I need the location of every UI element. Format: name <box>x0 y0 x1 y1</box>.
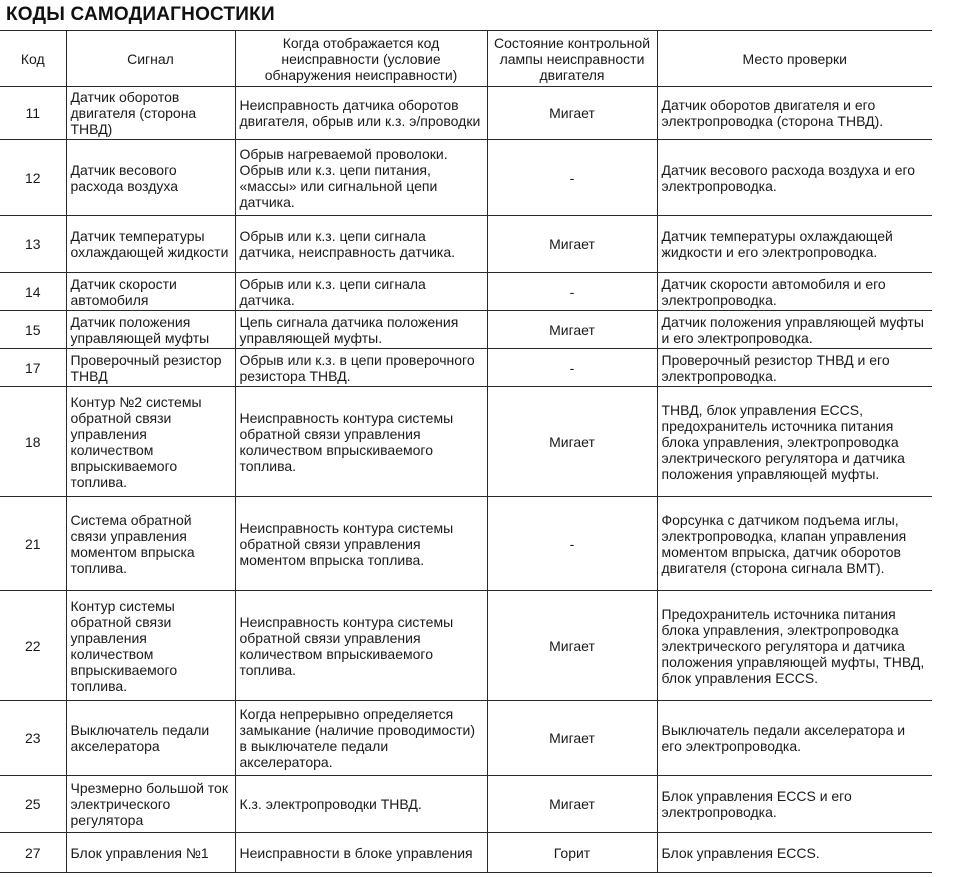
cell-signal: Датчик оборотов двигателя (сторона ТНВД) <box>66 87 235 140</box>
cell-code: 14 <box>0 273 66 311</box>
cell-signal: Выключатель педали акселератора <box>66 701 235 776</box>
cell-lamp: - <box>487 140 657 216</box>
cell-lamp: - <box>487 273 657 311</box>
cell-place: Блок управления ECCS. <box>657 833 932 873</box>
cell-place: Датчик весового расхода воздуха и его электропроводка. <box>657 140 932 216</box>
cell-lamp: Горит <box>487 833 657 873</box>
header-when: Когда отображается код неисправности (условие обнаружения неисправности) <box>235 31 487 87</box>
cell-signal: Система обратной связи управления моментом впрыска топлива. <box>66 497 235 591</box>
cell-code: 25 <box>0 776 66 833</box>
cell-signal: Контур системы обратной связи управления количеством впрыскиваемого топлива. <box>66 591 235 701</box>
cell-signal: Датчик температуры охлаждающей жидкости <box>66 216 235 273</box>
cell-lamp: Мигает <box>487 701 657 776</box>
cell-when: Неисправности в блоке управления <box>235 833 487 873</box>
cell-lamp: Мигает <box>487 311 657 349</box>
cell-place: ТНВД, блок управления ECCS, предохранитель источника питания блока управления, электропроводка электрического регулятора и датчика положения управляющей муфты. <box>657 387 932 497</box>
header-code: Код <box>0 31 66 87</box>
cell-when: Обрыв нагреваемой проволоки. Обрыв или к.з. цепи питания, «массы» или сигнальной цепи датчика. <box>235 140 487 216</box>
diagnostic-codes-table <box>0 30 932 873</box>
cell-code: 21 <box>0 497 66 591</box>
cell-when: Когда непрерывно определяется замыкание (наличие проводимости) в выключателе педали акселератора. <box>235 701 487 776</box>
table-row <box>0 833 932 873</box>
cell-when: Обрыв или к.з. в цепи проверочного резистора ТНВД. <box>235 349 487 387</box>
cell-code: 22 <box>0 591 66 701</box>
table-row <box>0 387 932 497</box>
cell-place: Датчик оборотов двигателя и его электропроводка (сторона ТНВД). <box>657 87 932 140</box>
cell-lamp: Мигает <box>487 216 657 273</box>
table-row <box>0 591 932 701</box>
cell-signal: Проверочный резистор ТНВД <box>66 349 235 387</box>
table-row <box>0 273 932 311</box>
cell-signal: Контур №2 системы обратной связи управления количеством впрыскиваемого топлива. <box>66 387 235 497</box>
cell-lamp: - <box>487 349 657 387</box>
cell-code: 18 <box>0 387 66 497</box>
cell-place: Предохранитель источника питания блока управления, электропроводка электрического регулятора и датчика положения управляющей муфты, ТНВД, блок управления ECCS. <box>657 591 932 701</box>
cell-signal: Датчик положения управляющей муфты <box>66 311 235 349</box>
header-place: Место проверки <box>657 31 932 87</box>
table-row <box>0 140 932 216</box>
cell-code: 27 <box>0 833 66 873</box>
cell-code: 17 <box>0 349 66 387</box>
cell-when: Обрыв или к.з. цепи сигнала датчика. <box>235 273 487 311</box>
cell-lamp: Мигает <box>487 387 657 497</box>
table-row <box>0 701 932 776</box>
cell-lamp: Мигает <box>487 87 657 140</box>
cell-code: 13 <box>0 216 66 273</box>
table-row <box>0 776 932 833</box>
table-row <box>0 87 932 140</box>
cell-place: Форсунка с датчиком подъема иглы, электропроводка, клапан управления моментом впрыска, датчик оборотов двигателя (сторона сигнала ВМТ). <box>657 497 932 591</box>
table-row <box>0 216 932 273</box>
cell-place: Датчик температуры охлаждающей жидкости и его электропроводка. <box>657 216 932 273</box>
cell-place: Датчик положения управляющей муфты и его электропроводка. <box>657 311 932 349</box>
cell-code: 11 <box>0 87 66 140</box>
cell-code: 23 <box>0 701 66 776</box>
table-row <box>0 497 932 591</box>
cell-place: Датчик скорости автомобиля и его электропроводка. <box>657 273 932 311</box>
cell-code: 15 <box>0 311 66 349</box>
cell-when: Цепь сигнала датчика положения управляющей муфты. <box>235 311 487 349</box>
table-row <box>0 311 932 349</box>
cell-lamp: - <box>487 497 657 591</box>
table-header-row <box>0 31 932 87</box>
cell-when: Неисправность контура системы обратной связи управления количеством впрыскиваемого топлива. <box>235 591 487 701</box>
cell-lamp: Мигает <box>487 776 657 833</box>
cell-code: 12 <box>0 140 66 216</box>
cell-signal: Датчик весового расхода воздуха <box>66 140 235 216</box>
cell-signal: Чрезмерно большой ток электрического регулятора <box>66 776 235 833</box>
header-signal: Сигнал <box>66 31 235 87</box>
page-title: КОДЫ САМОДИАГНОСТИКИ <box>6 4 275 25</box>
table-row <box>0 349 932 387</box>
cell-signal: Датчик скорости автомобиля <box>66 273 235 311</box>
cell-when: Неисправность контура системы обратной связи управления моментом впрыска топлива. <box>235 497 487 591</box>
cell-when: К.з. электропроводки ТНВД. <box>235 776 487 833</box>
cell-place: Выключатель педали акселератора и его электропроводка. <box>657 701 932 776</box>
cell-place: Блок управления ECCS и его электропроводка. <box>657 776 932 833</box>
cell-lamp: Мигает <box>487 591 657 701</box>
header-lamp: Состояние контрольной лампы неисправности двигателя <box>487 31 657 87</box>
cell-when: Обрыв или к.з. цепи сигнала датчика, неисправность датчика. <box>235 216 487 273</box>
cell-when: Неисправность датчика оборотов двигателя, обрыв или к.з. э/проводки <box>235 87 487 140</box>
cell-place: Проверочный резистор ТНВД и его электропроводка. <box>657 349 932 387</box>
cell-when: Неисправность контура системы обратной связи управления количеством впрыскиваемого топлива. <box>235 387 487 497</box>
cell-signal: Блок управления №1 <box>66 833 235 873</box>
